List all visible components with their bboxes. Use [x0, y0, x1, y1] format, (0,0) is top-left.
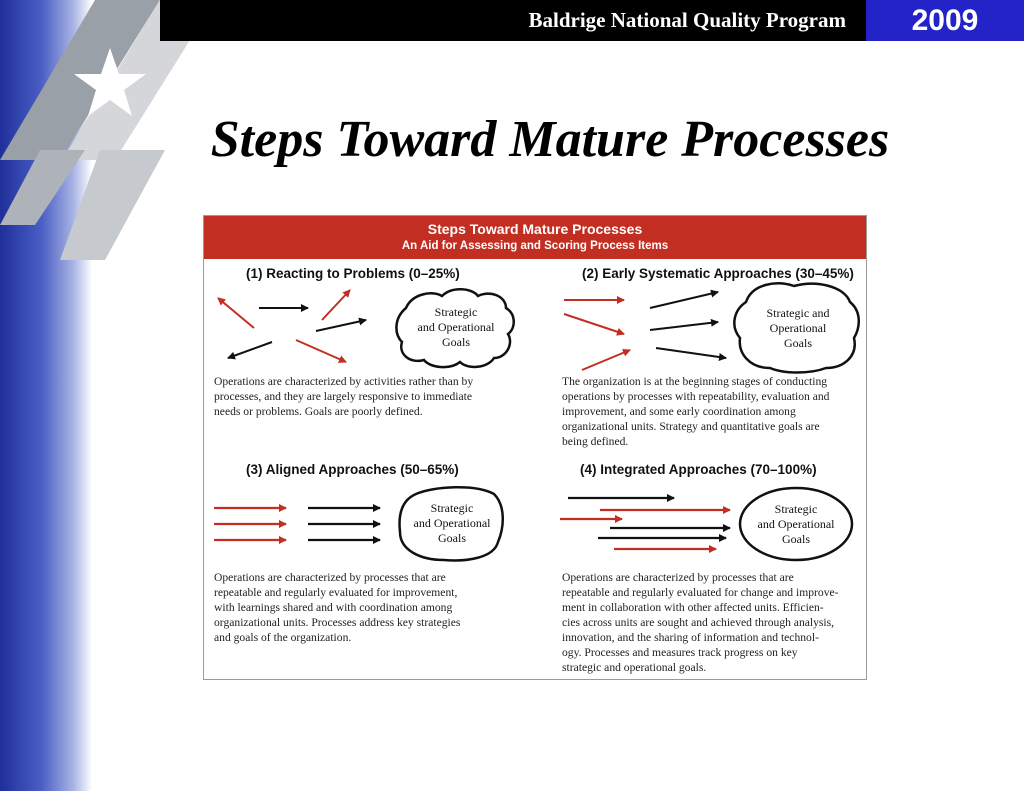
description-line: strategic and operational goals. [562, 661, 707, 674]
top-bar [160, 0, 866, 41]
description-line: ment in collaboration with other affected units. Efficien- [562, 601, 824, 614]
program-title: Baldrige National Quality Program [528, 8, 846, 32]
year-label: 2009 [911, 4, 979, 37]
description-line: ogy. Processes and measures track progress on key [562, 646, 798, 659]
slide-title: Steps Toward Mature Processes [210, 111, 890, 168]
quadrant-4-description [562, 570, 839, 675]
black-arrow [650, 322, 718, 330]
description-line: being defined. [562, 435, 629, 448]
red-arrow [322, 290, 350, 320]
red-arrow [218, 298, 254, 328]
description-line: improvement, and some early coordination among [562, 405, 796, 418]
description-line: innovation, and the sharing of information and technol- [562, 631, 819, 644]
maturity-figure [203, 215, 867, 680]
goal-line: Strategic [434, 305, 478, 319]
description-line: organizational units. Processes address key strategies [214, 616, 461, 629]
description-line: Operations are characterized by activities rather than by [214, 375, 474, 388]
goal-line: and Operational [757, 517, 835, 531]
black-arrow [656, 348, 726, 358]
quadrant-3-description [214, 570, 460, 645]
goal-line: Strategic [774, 502, 818, 516]
goal-line: Operational [769, 321, 827, 335]
figure-title: Steps Toward Mature Processes [427, 221, 643, 237]
description-line: operations by processes with repeatability, evaluation and [562, 390, 830, 403]
quadrant-2-arrows [564, 292, 726, 370]
goal-line: Goals [438, 531, 466, 545]
goal-line: Goals [442, 335, 470, 349]
quadrant-2-title: (2) Early Systematic Approaches (30–45%) [582, 266, 854, 281]
quadrant-2-description [562, 374, 829, 449]
red-arrow [582, 350, 630, 370]
quadrant-4-title: (4) Integrated Approaches (70–100%) [580, 462, 817, 477]
quadrant-1-title: (1) Reacting to Problems (0–25%) [246, 266, 460, 281]
black-arrow [650, 292, 718, 308]
description-line: The organization is at the beginning stages of conducting [562, 375, 828, 388]
quadrant-3-goals [400, 501, 504, 546]
black-arrow [228, 342, 272, 358]
red-arrow [296, 340, 346, 362]
year-box [866, 0, 1024, 41]
description-line: Operations are characterized by processes that are [562, 571, 794, 584]
quadrant-3-title: (3) Aligned Approaches (50–65%) [246, 462, 459, 477]
description-line: repeatable and regularly evaluated for change and improve- [562, 586, 839, 599]
red-arrow [564, 314, 624, 334]
description-line: Operations are characterized by processes that are [214, 571, 446, 584]
black-arrow [316, 320, 366, 331]
description-line: needs or problems. Goals are poorly defined. [214, 405, 423, 418]
goal-line: and Operational [413, 516, 491, 530]
goal-line: Strategic and [766, 306, 830, 320]
goal-line: Strategic [430, 501, 474, 515]
quadrant-1-goals [406, 305, 506, 350]
quadrant-1-arrows [218, 290, 366, 362]
goal-line: Goals [782, 532, 810, 546]
goal-line: and Operational [417, 320, 495, 334]
quadrant-1-description [214, 374, 473, 419]
description-line: and goals of the organization. [214, 631, 352, 644]
description-line: repeatable and regularly evaluated for improvement, [214, 586, 458, 599]
quadrant-2-goals [744, 306, 852, 351]
description-line: organizational units. Strategy and quantitative goals are [562, 420, 820, 433]
description-line: cies across units are sought and achieved through analysis, [562, 616, 835, 629]
goal-line: Goals [784, 336, 812, 350]
quadrant-4-arrows [560, 498, 730, 549]
logo-stripe [0, 150, 85, 225]
quadrant-3-arrows [214, 508, 380, 540]
description-line: processes, and they are largely responsive to immediate [214, 390, 472, 403]
description-line: with learnings shared and with coordination among [214, 601, 453, 614]
quadrant-4-goals [744, 502, 848, 547]
figure-subtitle: An Aid for Assessing and Scoring Process Items [401, 240, 669, 252]
